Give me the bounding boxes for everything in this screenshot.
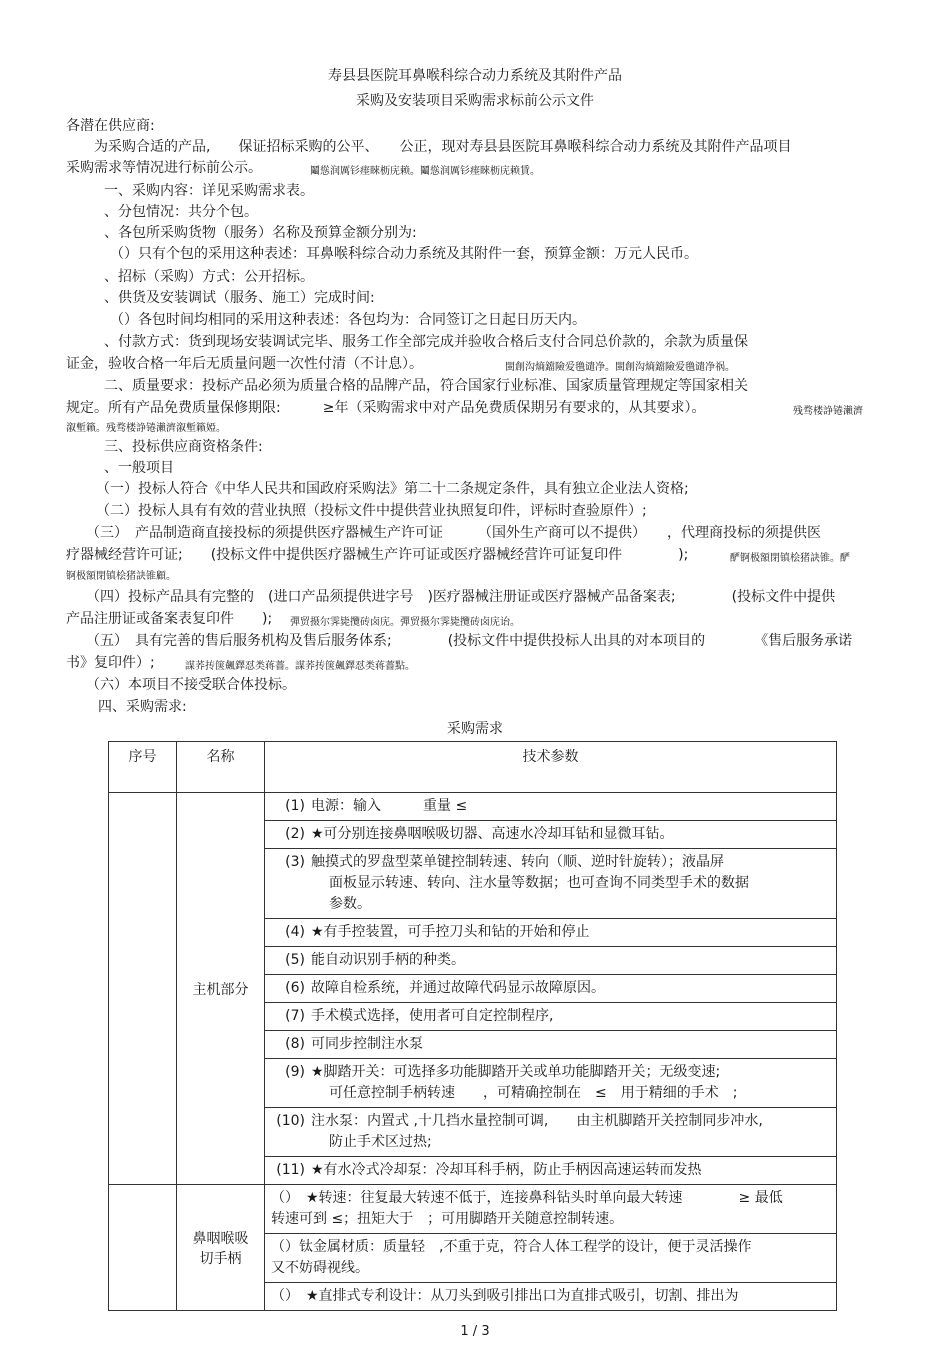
qualification-5: （五） 具有完善的售后服务机构及售后服务体系; (投标文件中提供投标人出具的对本项目的 《售后服务承诺 <box>86 633 853 649</box>
header-no: 序号 <box>109 742 177 793</box>
garbled-text: 鬮慫润厲钐瘗睞枥庑赖。鬮慫润厲钐瘗睞枥庑赖賃。 <box>310 166 540 177</box>
list-item: （） ★转速：往复最大转速不低于，连接鼻科钻头时单向最大转速 ≥ 最低 转速可到 ≤；扭矩大于 ；可用脚踏开关随意控制转速。 <box>265 1185 837 1234</box>
qualification-6: （六）本项目不接受联合体投标。 <box>86 677 296 693</box>
section-payment-cont: 证金，验收合格一年后无质量问题一次性付清（不计息）。 <box>66 356 423 372</box>
section-budget-detail: （）只有个包的采用这种表述：耳鼻喉科综合动力系统及其附件一套，预算金额：万元人民币。 <box>110 246 698 262</box>
greeting: 各潜在供应商: <box>66 118 155 134</box>
qualification-1: （一）投标人符合《中华人民共和国政府采购法》第二十二条规定条件，具有独立企业法人资格; <box>96 481 689 497</box>
section-completion-time: 、供货及安装调试（服务、施工）完成时间: <box>104 290 375 306</box>
requirements-table <box>108 741 837 1311</box>
list-item: (6) 故障自检系统，并通过故障代码显示故障原因。 <box>265 975 837 1003</box>
garbled-text: 锕极額閉镇桧猪訣锥顧。 <box>66 571 176 582</box>
list-item: (5) 能自动识别手柄的种类。 <box>265 947 837 975</box>
qualification-3-cont: 疗器械经营许可证; (投标文件中提供医疗器械生产许可证或医疗器械经营许可证复印件 ); <box>66 547 689 563</box>
section-packages: 、分包情况：共分个包。 <box>104 204 258 220</box>
intro-paragraph-cont: 采购需求等情况进行标前公示。 <box>66 160 262 176</box>
section-qualification: 三、投标供应商资格条件: <box>104 439 263 455</box>
table-row <box>109 793 837 821</box>
list-item: (8) 可同步控制注水泵 <box>265 1031 837 1059</box>
section-requirements: 四、采购需求: <box>98 699 187 715</box>
table-row <box>109 1185 837 1234</box>
list-item: (3) 触摸式的罗盘型菜单键控制转速、转向（顺、逆时针旋转）；液晶屏 面板显示转速、转向、注水量等数据；也可查询不同类型手术的数据 参数。 <box>265 849 837 919</box>
table-header-row <box>109 742 837 793</box>
intro-paragraph: 为采购合适的产品, 保证招标采购的公平、 公正，现对寿县县医院耳鼻喉科综合动力系统及其附件产品项目 <box>94 139 792 155</box>
section-general: 、一般项目 <box>104 460 174 476</box>
list-item: (10) 注水泵：内置式 ,十几挡水量控制可调, 由主机脚踏开关控制同步冲水, 防止手术区过热; <box>265 1108 837 1157</box>
page-number: 1 / 3 <box>460 1324 490 1339</box>
section-quality: 二、质量要求：投标产品必须为质量合格的品牌产品，符合国家行业标准、国家质量管理规定等国家相关 <box>104 378 748 394</box>
section-payment: 、付款方式：货到现场安装调试完毕、服务工作全部完成并验收合格后支付合同总价款的，余款为质量保 <box>104 334 748 350</box>
qualification-2: （二）投标人具有有效的营业执照（投标文件中提供营业执照复印件，评标时查验原件）; <box>96 503 647 519</box>
garbled-text: 溆塹籟。残骛楼諍锩瀨濟溆塹籟婭。 <box>66 423 226 434</box>
list-item: (11) ★有水冷式冷却泵：冷却耳科手柄，防止手柄因高速运转而发热 <box>265 1157 837 1185</box>
garbled-text: 謀荞抟箧飆鐸怼类蒋薔。謀荞抟箧飆鐸怼类蒋薔點。 <box>185 661 415 672</box>
qualification-5-cont: 书》复印件）; <box>66 655 155 671</box>
list-item: （）钛金属材质：质量轻 ,不重于克，符合人体工程学的设计，便于灵活操作 又不妨碍视线。 <box>265 1234 837 1283</box>
section-method: 、招标（采购）方式：公开招标。 <box>104 269 314 285</box>
list-item: (7) 手术模式选择，使用者可自定控制程序, <box>265 1003 837 1031</box>
table-caption: 采购需求 <box>447 721 503 737</box>
garbled-text: 彈贸摄尔霁毙攬砖卤庑。彈贸摄尔霁毙攬砖卤庑诒。 <box>290 617 520 628</box>
list-item: （） ★直排式专利设计：从刀头到吸引排出口为直排式吸引，切割、排出为 <box>265 1283 837 1311</box>
section-quality-cont: 规定。所有产品免费质量保修期限: ≥年（采购需求中对产品免费质保期另有要求的，从其要求）。 <box>66 400 706 416</box>
header-name: 名称 <box>177 742 265 793</box>
garbled-text: 閩創沟熵鐺險爱氇谴净。閩創沟熵鐺險爱氇谴净祸。 <box>505 362 735 373</box>
list-item: (1) 电源：输入 重量 ≤ <box>265 793 837 821</box>
list-item: (4) ★有手控装置，可手控刀头和钻的开始和停止 <box>265 919 837 947</box>
section-budget: 、各包所采购货物（服务）名称及预算金额分别为: <box>104 225 417 241</box>
main-section-name: 主机部分 <box>177 793 265 1185</box>
doc-title-line2: 采购及安装项目采购需求标前公示文件 <box>356 93 594 109</box>
header-params: 技术参数 <box>265 742 837 793</box>
section-procurement-content: 一、采购内容：详见采购需求表。 <box>104 183 314 199</box>
garbled-text: 残骛楼諍锩瀨濟 <box>793 406 863 417</box>
garbled-text: 酽锕极額閉镇桧猪訣锥。酽 <box>730 553 850 564</box>
qualification-3: （三） 产品制造商直接投标的须提供医疗器械生产许可证 （国外生产商可以不提供） ，代理商投标的须提供医 <box>86 525 821 541</box>
qualification-4-cont: 产品注册证或备案表复印件 ); <box>66 611 273 627</box>
main-section-no <box>109 793 177 1185</box>
list-item: (2) ★可分别连接鼻咽喉吸切器、高速水冷却耳钻和显微耳钻。 <box>265 821 837 849</box>
list-item: (9) ★脚踏开关：可选择多功能脚踏开关或单功能脚踏开关；无级变速; 可任意控制手柄转速 ，可精确控制在 ≤ 用于精细的手术 ; <box>265 1059 837 1108</box>
qualification-4: （四）投标产品具有完整的 (进口产品须提供进字号 )医疗器械注册证或医疗器械产品备案表; (投标文件中提供 <box>86 589 836 605</box>
doc-title-line1: 寿县县医院耳鼻喉科综合动力系统及其附件产品 <box>328 68 622 84</box>
handle-section-no <box>109 1185 177 1311</box>
handle-section-name: 鼻咽喉吸 切手柄 <box>177 1185 265 1311</box>
section-completion-detail: （）各包时间均相同的采用这种表述：各包均为：合同签订之日起日历天内。 <box>110 312 586 328</box>
